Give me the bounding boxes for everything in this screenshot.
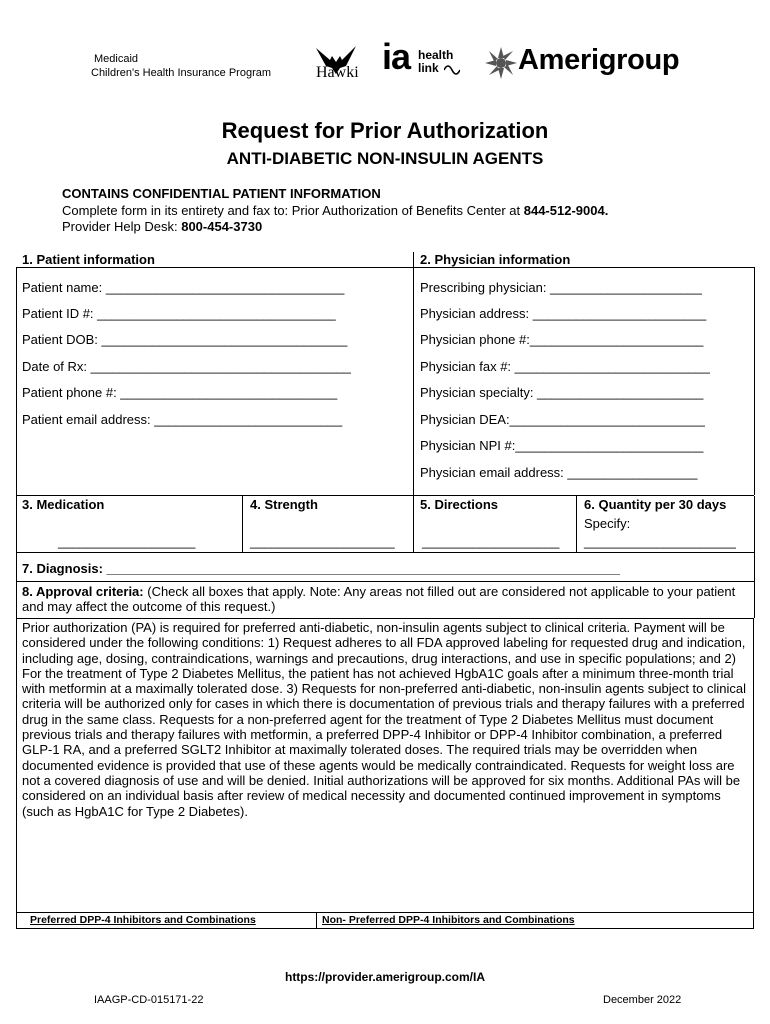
strength-heading: 4. Strength — [250, 497, 318, 512]
divider — [16, 912, 754, 913]
divider — [576, 496, 577, 552]
fax-number: 844-512-9004. — [523, 203, 609, 218]
patient-dob-field[interactable]: Patient DOB: __________________________________ — [22, 332, 348, 347]
divider — [413, 496, 414, 552]
form-subtitle: ANTI-DIABETIC NON-INSULIN AGENTS — [226, 149, 544, 168]
divider — [16, 496, 17, 552]
patient-name-field[interactable]: Patient name: _________________________________ — [22, 280, 345, 295]
chip-label: Children's Health Insurance Program — [91, 67, 272, 79]
divider — [16, 581, 754, 582]
physician-email-field[interactable]: Physician email address: __________________ — [420, 465, 698, 480]
confidential-notice: CONTAINS CONFIDENTIAL PATIENT INFORMATION — [62, 186, 381, 201]
divider — [16, 495, 754, 496]
patient-phone-field[interactable]: Patient phone #: ______________________________ — [22, 385, 338, 400]
physician-info-heading: 2. Physician information — [420, 252, 571, 267]
ia-logo-wave-icon — [444, 62, 460, 76]
ia-logo-text: ia — [382, 36, 411, 77]
divider — [754, 552, 755, 582]
divider — [242, 496, 243, 552]
non-preferred-dpp4-heading: Non- Preferred DPP-4 Inhibitors and Combinations — [322, 914, 575, 926]
divider — [754, 496, 755, 552]
form-number: IAAGP-CD-015171-22 — [94, 994, 204, 1006]
strength-input[interactable]: ____________________ — [250, 534, 395, 549]
physician-specialty-field[interactable]: Physician specialty: _______________________ — [420, 385, 704, 400]
physician-dea-field[interactable]: Physician DEA:___________________________ — [420, 412, 705, 427]
approval-criteria-note: (Check all boxes that apply. Note: Any areas not filled out are considered not applicable to your patient and may affect the outcome of this request.) — [22, 584, 736, 615]
divider — [16, 267, 17, 495]
diagnosis-label: 7. Diagnosis: _______________________________________________________________________ — [22, 561, 620, 576]
amerigroup-logo-icon — [484, 46, 518, 80]
hawki-logo-text: Hawki — [316, 64, 359, 81]
medicaid-label: Medicaid — [94, 53, 139, 65]
ia-health-link-logo — [382, 36, 464, 82]
physician-address-field[interactable]: Physician address: ________________________ — [420, 306, 707, 321]
quantity-heading: 6. Quantity per 30 days — [584, 497, 727, 512]
divider — [16, 552, 17, 582]
approval-criteria-label: 8. Approval criteria: — [22, 584, 144, 599]
divider — [16, 582, 17, 618]
patient-email-field[interactable]: Patient email address: __________________________ — [22, 412, 343, 427]
footer-url[interactable]: https://provider.amerigroup.com/IA — [284, 970, 486, 984]
prescribing-physician-field[interactable]: Prescribing physician: _____________________ — [420, 280, 702, 295]
medication-heading: 3. Medication — [22, 497, 105, 512]
patient-info-heading: 1. Patient information — [22, 252, 155, 267]
quantity-input[interactable]: _____________________ — [584, 534, 736, 549]
specify-label: Specify: — [584, 516, 631, 531]
divider — [754, 267, 755, 495]
divider — [16, 552, 754, 553]
amerigroup-logo-text: Amerigroup — [518, 44, 680, 76]
physician-phone-field[interactable]: Physician phone #:________________________ — [420, 332, 704, 347]
physician-npi-field[interactable]: Physician NPI #:__________________________ — [420, 438, 704, 453]
divider — [754, 582, 755, 618]
medication-input[interactable]: ___________________ — [58, 534, 196, 549]
date-of-rx-field[interactable]: Date of Rx: ____________________________________ — [22, 359, 351, 374]
divider — [316, 912, 317, 929]
ia-logo-link: link — [418, 61, 439, 75]
help-desk — [62, 219, 262, 234]
fax-instructions-text: Complete form in its entirety and fax to: Prior Authorization of Benefits Center at — [62, 203, 524, 218]
patient-id-field[interactable]: Patient ID #: _________________________________ — [22, 306, 336, 321]
preferred-dpp4-heading: Preferred DPP-4 Inhibitors and Combinations — [30, 914, 256, 926]
directions-heading: 5. Directions — [420, 497, 499, 512]
divider — [413, 252, 414, 495]
help-desk-label: Provider Help Desk: — [62, 219, 182, 234]
directions-input[interactable]: ___________________ — [422, 534, 560, 549]
criteria-text: Prior authorization (PA) is required for preferred anti-diabetic, non-insulin agents subject to clinical criteria. Payment will be considered under the following conditions: 1) Request adheres to all FDA approved labeling for requested drug and indication, including age, dosing, contraindications, warnings and precautions, drug interactions, and use in specific populations; and 2) For the treatment of Type 2 Diabetes Mellitus, the patient has not achieved HgbA1C goals after a minimum three-month trial with metformin at a maximally tolerated dose. 3) Requests for non-preferred anti-diabetic, non-insulin agents subject to clinical criteria will be authorized only for cases in which there is documentation of previous trials and therapy failures with a preferred drug in the same class. Requests for a non-preferred agent for the treatment of Type 2 Diabetes Mellitus must document previous trials and therapy failures with metformin, a preferred DPP-4 Inhibitor or DPP-4 Inhibitor combination, a preferred GLP-1 RA, and a preferred SGLT2 Inhibitor at maximally tolerated doses. The required trials may be overridden when documented evidence is provided that use of these agents would be medically contraindicated. Requests for weight loss are not a covered diagnosis of use and will be denied. Initial authorizations will be approved for six months. Additional PAs will be considered on an individual basis after review of medical necessity and documented continued improvement in symptoms (such as HgbA1C for Type 2 Diabetes). — [22, 620, 747, 819]
physician-fax-field[interactable]: Physician fax #: ___________________________ — [420, 359, 710, 374]
fax-instructions — [62, 203, 608, 218]
divider — [16, 267, 754, 268]
form-date: December 2022 — [603, 994, 682, 1006]
help-desk-number: 800-454-3730 — [181, 219, 263, 234]
diagnosis-field[interactable] — [22, 561, 620, 576]
form-title: Request for Prior Authorization — [221, 118, 549, 143]
approval-criteria — [22, 584, 752, 615]
ia-logo-health: health — [418, 48, 454, 62]
